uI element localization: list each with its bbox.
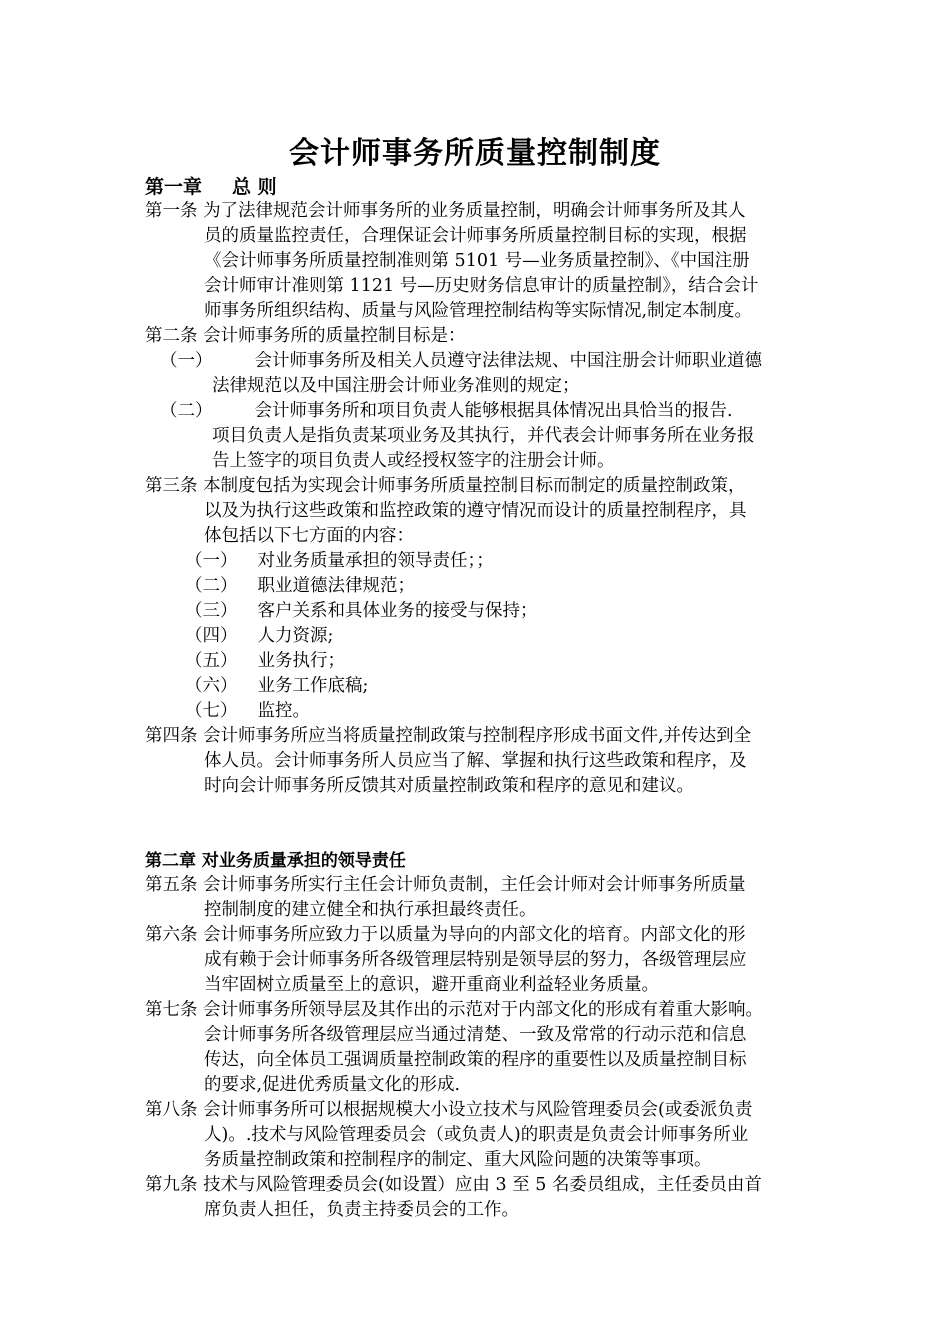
item-text: 会计师事务所及相关人员遵守法律法规、中国注册会计师职业道德 — [254, 351, 762, 371]
article-1-line: 第一条 为了法律规范会计师事务所的业务质量控制，明确会计师事务所及其人 — [145, 201, 746, 221]
article-4-line: 时向会计师事务所反馈其对质量控制政策和程序的意见和建议。 — [204, 776, 694, 796]
article-3-line: 体包括以下七方面的内容： — [204, 526, 414, 546]
item-text: 监控。 — [257, 701, 310, 721]
article-8-line: 务质量控制政策和控制程序的制定、重大风险问题的决策等事项。 — [204, 1150, 712, 1170]
article-2-item — [160, 349, 762, 374]
item-number: （五） — [185, 651, 238, 671]
article-2-line: 第二条 会计师事务所的质量控制目标是： — [145, 326, 466, 346]
item-number: （二） — [160, 401, 213, 421]
article-8-line: 人)。.技术与风险管理委员会（或负责人)的职责是负责会计师事务所业 — [204, 1125, 749, 1145]
article-5-line: 控制制度的建立健全和执行承担最终责任。 — [204, 900, 537, 920]
item-number: （一） — [160, 351, 213, 371]
article-6-line: 第六条 会计师事务所应致力于以质量为导向的内部文化的培育。内部文化的形 — [145, 925, 746, 945]
item-number: （六） — [185, 676, 238, 696]
item-text: 对业务质量承担的领导责任；； — [257, 551, 494, 571]
article-2-item-cont: 告上签字的项目负责人或经授权签字的注册会计师。 — [212, 451, 615, 471]
item-text: 业务工作底稿; — [257, 676, 369, 696]
item-text: 客户关系和具体业务的接受与保持； — [257, 601, 538, 621]
article-2-item-cont: 法律规范以及中国注册会计师业务准则的规定； — [212, 376, 580, 396]
document-title: 会计师事务所质量控制制度 — [289, 136, 661, 171]
article-3-item — [185, 574, 415, 599]
article-3-item — [185, 674, 368, 699]
article-6-line: 成有赖于会计师事务所各级管理层特别是领导层的努力，各级管理层应 — [204, 950, 747, 970]
article-2-item — [160, 399, 733, 424]
item-number: （一） — [185, 551, 238, 571]
article-8-line: 第八条 会计师事务所可以根据规模大小设立技术与风险管理委员会(或委派负责 — [145, 1100, 753, 1120]
item-number: （二） — [185, 576, 238, 596]
item-text: 人力资源; — [257, 626, 334, 646]
item-text: 业务执行； — [257, 651, 345, 671]
article-3-item — [185, 699, 310, 724]
item-text: 会计师事务所和项目负责人能够根据具体情况出具恰当的报告. — [254, 401, 733, 421]
article-3-line: 以及为执行这些政策和监控政策的遵守情况而设计的质量控制程序，具 — [204, 501, 747, 521]
article-7-line: 的要求,促进优秀质量文化的形成. — [204, 1075, 461, 1095]
item-text: 职业道德法律规范； — [257, 576, 415, 596]
article-3-item — [185, 549, 494, 574]
article-5-line: 第五条 会计师事务所实行主任会计师负责制，主任会计师对会计师事务所质量 — [145, 875, 746, 895]
chapter-1-heading — [145, 172, 277, 199]
chapter-1-name: 总 则 — [232, 176, 277, 198]
article-1-line: 《会计师事务所质量控制准则第 5101 号—业务质量控制》、《中国注册 — [204, 251, 750, 271]
article-3-item — [185, 624, 333, 649]
article-3-item — [185, 599, 538, 624]
article-7-line: 传达，向全体员工强调质量控制政策的程序的重要性以及质量控制目标 — [204, 1050, 747, 1070]
article-7-line: 第七条 会计师事务所领导层及其作出的示范对于内部文化的形成有着重大影响。 — [145, 1000, 764, 1020]
article-3-item — [185, 649, 345, 674]
article-3-line: 第三条 本制度包括为实现会计师事务所质量控制目标而制定的质量控制政策， — [145, 476, 746, 496]
item-number: （七） — [185, 701, 238, 721]
article-1-line: 师事务所组织结构、质量与风险管理控制结构等实际情况,制定本制度。 — [204, 301, 753, 321]
article-2-item-cont: 项目负责人是指负责某项业务及其执行，并代表会计师事务所在业务报 — [212, 426, 755, 446]
chapter-1-label: 第一章 — [145, 176, 203, 198]
article-4-line: 体人员。会计师事务所人员应当了解、掌握和执行这些政策和程序，及 — [204, 751, 747, 771]
article-6-line: 当牢固树立质量至上的意识，避开重商业利益轻业务质量。 — [204, 975, 659, 995]
article-7-line: 会计师事务所各级管理层应当通过清楚、一致及常常的行动示范和信息 — [204, 1025, 747, 1045]
article-1-line: 员的质量监控责任，合理保证会计师事务所质量控制目标的实现，根据 — [204, 226, 747, 246]
article-9-line: 第九条 技术与风险管理委员会(如设置）应由 3 至 5 名委员组成，主任委员由首 — [145, 1175, 762, 1195]
item-number: （四） — [185, 626, 238, 646]
chapter-2-heading: 第二章 对业务质量承担的领导责任 — [145, 851, 406, 871]
article-9-line: 席负责人担任，负责主持委员会的工作。 — [204, 1200, 519, 1220]
article-4-line: 第四条 会计师事务所应当将质量控制政策与控制程序形成书面文件,并传达到全 — [145, 726, 752, 746]
item-number: （三） — [185, 601, 238, 621]
article-1-line: 会计师审计准则第 1121 号—历史财务信息审计的质量控制》，结合会计 — [204, 276, 759, 296]
